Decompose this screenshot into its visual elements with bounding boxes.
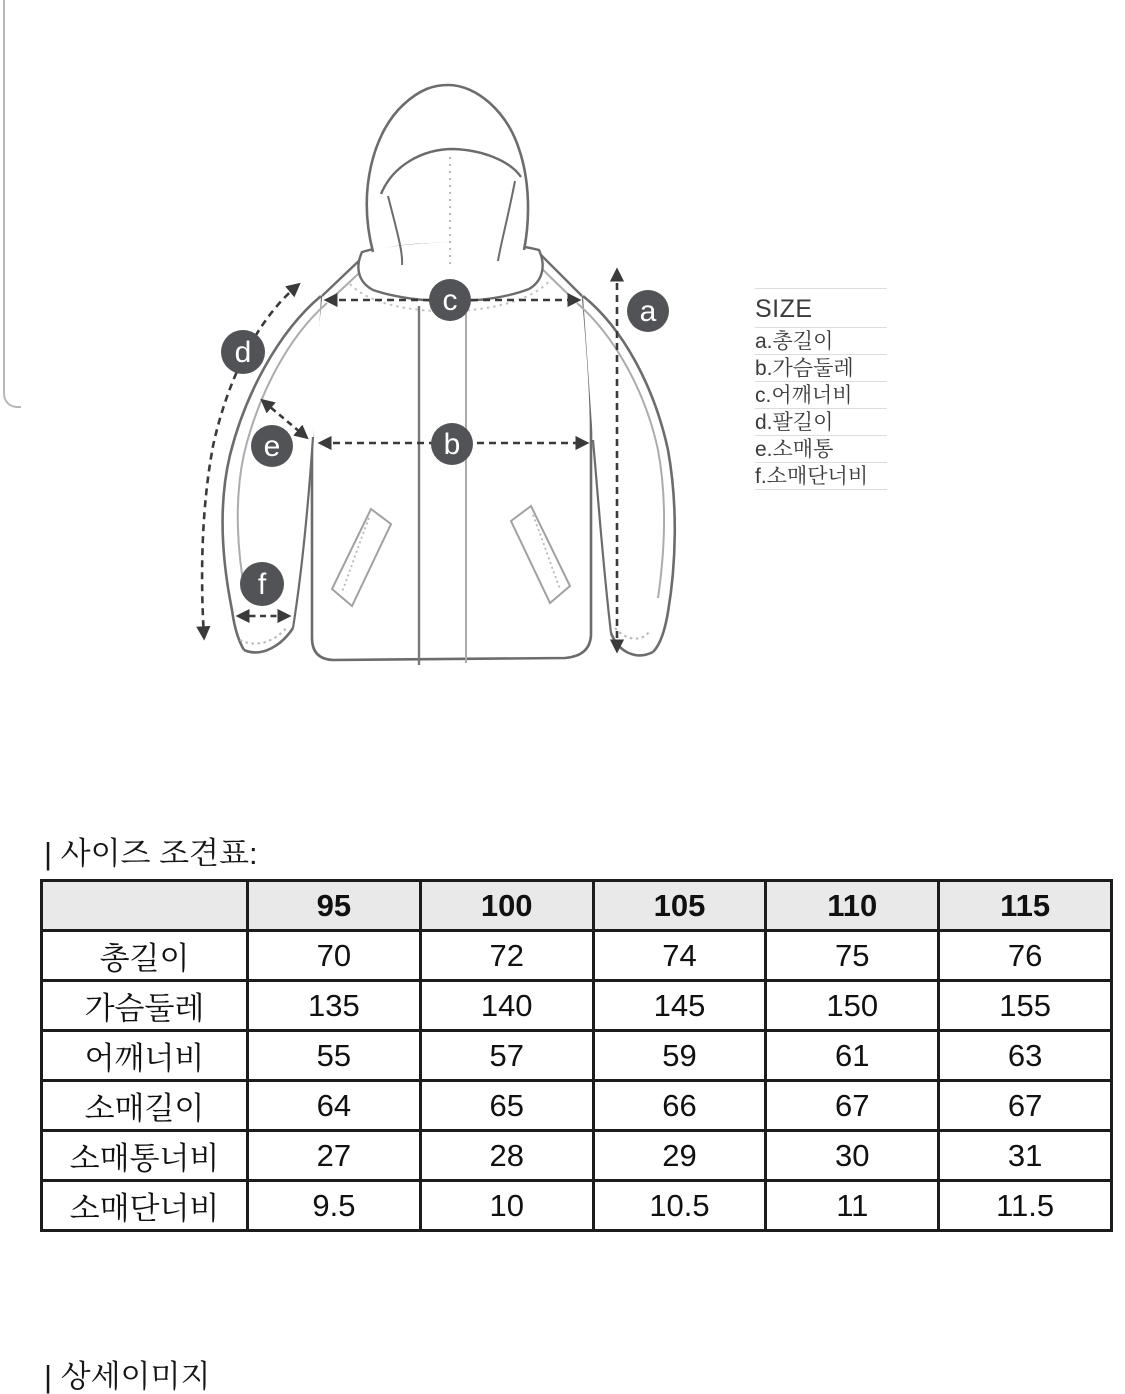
header-cell: 95 <box>248 881 421 931</box>
value-cell: 59 <box>593 1031 766 1081</box>
value-cell: 70 <box>248 931 421 981</box>
header-cell: 110 <box>766 881 939 931</box>
size-legend-item-a: a.총길이 <box>755 328 887 355</box>
size-legend-item-d: d.팔길이 <box>755 409 887 436</box>
size-legend-item-f: f.소매단너비 <box>755 463 887 490</box>
svg-text:d: d <box>234 336 252 369</box>
table-header-row <box>42 881 1112 931</box>
svg-text:f: f <box>257 568 267 601</box>
value-cell: 150 <box>766 981 939 1031</box>
size-legend-item-b: b.가슴둘레 <box>755 355 887 382</box>
row-label-cell: 어깨너비 <box>42 1031 248 1081</box>
value-cell: 61 <box>766 1031 939 1081</box>
value-cell: 10.5 <box>593 1181 766 1231</box>
size-legend-title: SIZE <box>755 289 887 328</box>
measure-marker-c <box>429 279 471 321</box>
value-cell: 72 <box>420 931 593 981</box>
value-cell: 29 <box>593 1131 766 1181</box>
table-row <box>42 931 1112 981</box>
svg-text:c: c <box>442 284 458 317</box>
measure-marker-b <box>431 423 473 465</box>
row-label-cell: 가슴둘레 <box>42 981 248 1031</box>
value-cell: 67 <box>939 1081 1112 1131</box>
measure-marker-d <box>221 330 265 374</box>
size-legend-item-c: c.어깨너비 <box>755 382 887 409</box>
hood <box>367 85 528 252</box>
value-cell: 28 <box>420 1131 593 1181</box>
value-cell: 64 <box>248 1081 421 1131</box>
value-cell: 9.5 <box>248 1181 421 1231</box>
size-legend <box>755 288 887 490</box>
table-row <box>42 1131 1112 1181</box>
value-cell: 74 <box>593 931 766 981</box>
size-table-section-title: | 사이즈 조견표: <box>44 836 258 871</box>
table-row <box>42 981 1112 1031</box>
value-cell: 145 <box>593 981 766 1031</box>
row-label-cell: 소매길이 <box>42 1081 248 1131</box>
table-row <box>42 1181 1112 1231</box>
measure-marker-e <box>251 425 293 467</box>
header-cell <box>42 881 248 931</box>
svg-text:a: a <box>639 295 657 328</box>
table-row <box>42 1081 1112 1131</box>
value-cell: 76 <box>939 931 1112 981</box>
value-cell: 140 <box>420 981 593 1031</box>
value-cell: 27 <box>248 1131 421 1181</box>
measure-marker-a <box>627 290 669 332</box>
value-cell: 55 <box>248 1031 421 1081</box>
value-cell: 11 <box>766 1181 939 1231</box>
value-cell: 67 <box>766 1081 939 1131</box>
header-cell: 100 <box>420 881 593 931</box>
detail-image-section-title: | 상세이미지 <box>44 1359 211 1394</box>
measure-marker-f <box>240 562 284 606</box>
size-chart-table <box>40 879 1113 1232</box>
header-cell: 115 <box>939 881 1112 931</box>
value-cell: 75 <box>766 931 939 981</box>
value-cell: 63 <box>939 1031 1112 1081</box>
row-label-cell: 총길이 <box>42 931 248 981</box>
value-cell: 66 <box>593 1081 766 1131</box>
row-label-cell: 소매단너비 <box>42 1181 248 1231</box>
header-cell: 105 <box>593 881 766 931</box>
value-cell: 57 <box>420 1031 593 1081</box>
svg-text:e: e <box>263 430 281 463</box>
value-cell: 65 <box>420 1081 593 1131</box>
value-cell: 10 <box>420 1181 593 1231</box>
jacket-sketch <box>165 70 740 705</box>
size-legend-item-e: e.소매통 <box>755 436 887 463</box>
value-cell: 11.5 <box>939 1181 1112 1231</box>
value-cell: 155 <box>939 981 1112 1031</box>
value-cell: 31 <box>939 1131 1112 1181</box>
svg-text:b: b <box>443 428 461 461</box>
row-label-cell: 소매통너비 <box>42 1131 248 1181</box>
value-cell: 135 <box>248 981 421 1031</box>
value-cell: 30 <box>766 1131 939 1181</box>
jacket-measurement-diagram <box>165 70 740 705</box>
previous-card-edge <box>3 0 21 408</box>
right-shoulder-seam <box>540 254 582 296</box>
table-row <box>42 1031 1112 1081</box>
